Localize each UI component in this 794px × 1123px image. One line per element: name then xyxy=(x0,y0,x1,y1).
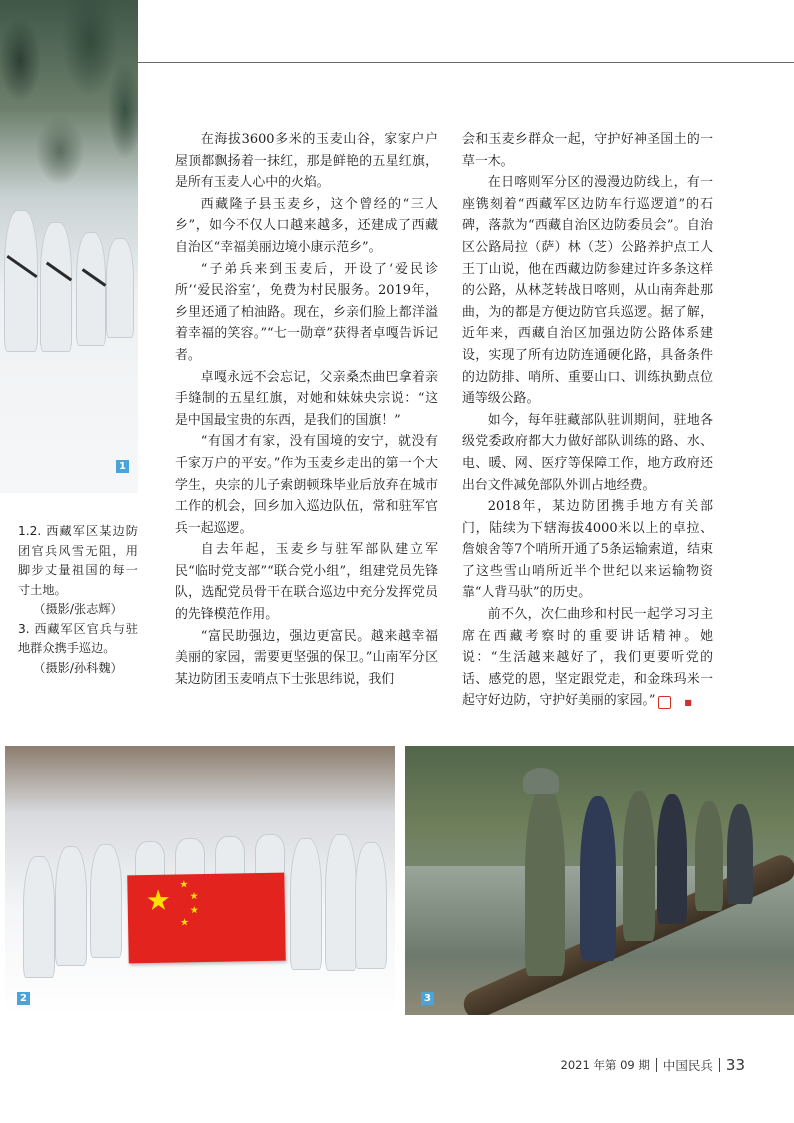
article-column-1 xyxy=(175,129,438,690)
page-number: 33 xyxy=(725,1056,745,1074)
photo-log-bridge-crossing xyxy=(405,746,794,1015)
article-column-2 xyxy=(462,129,713,712)
paragraph: 卓嘎永远不会忘记，父亲桑杰曲巴拿着亲手缝制的五星红旗，对她和妹妹央宗说：“这是中国最宝贵的东西，是我们的国旗！” xyxy=(175,369,438,428)
footer-divider xyxy=(719,1058,720,1072)
paragraph-continued: 会和玉麦乡群众一起，守护好神圣国土的一草一木。 xyxy=(462,132,713,169)
soldier-figure xyxy=(4,210,38,352)
soldier-figure xyxy=(695,801,723,911)
photo-number-badge: 2 xyxy=(17,992,30,1005)
paragraph: 2018年，某边防团携手地方有关部门，陆续为下辖海拔4000米以上的卓拉、詹娘舍等7个哨所开通了5条运输索道，结束了这些雪山哨所近半个世纪以来运输物资靠“人背马驮”的历史。 xyxy=(462,499,713,601)
issue-label: 2021 年第 09 期 xyxy=(560,1058,650,1072)
soldier-figure xyxy=(623,791,655,941)
header-rule xyxy=(138,62,794,63)
soldier-figure xyxy=(355,842,387,969)
photo-number-badge: 1 xyxy=(116,460,129,473)
villager-figure xyxy=(727,804,753,904)
flag-small-star-icon: ★ xyxy=(189,891,199,903)
magazine-name: 中国民兵 xyxy=(662,1058,713,1073)
villager-figure xyxy=(657,794,687,924)
caption-credit: （摄影/张志辉） xyxy=(33,602,123,616)
soldier-figure xyxy=(23,856,55,978)
helmet xyxy=(523,768,559,794)
paragraph: “富民助强边，强边更富民。越来越幸福美丽的家园，需要更坚强的保卫。”山南军分区某边防团玉麦哨点下士张思纬说，我们 xyxy=(175,628,438,687)
footer-divider xyxy=(656,1058,657,1072)
caption-credit: （摄影/孙科魏） xyxy=(33,660,123,675)
paragraph-text: 前不久，次仁曲珍和村民一起学习习主席在西藏考察时的重要讲话精神。她说：“生活越来越好了，我们更要听党的话、感党的恩，坚定跟党走，和金珠玛米一起守好边防，守护好美丽的家园。” xyxy=(462,607,713,709)
forest-background xyxy=(0,0,138,200)
photo-caption xyxy=(18,522,138,678)
soldier-figure xyxy=(90,844,122,958)
caption-line: 1.2. 西藏军区某边防团官兵风雪无阻，用脚步丈量祖国的每一寸土地。 xyxy=(18,524,138,597)
soldier-figure xyxy=(325,834,357,971)
soldier-figure xyxy=(290,838,322,970)
paragraph: 自去年起，玉麦乡与驻军部队建立军民“临时党支部”“联合党小组”，组建党员先锋队，选配党员骨干在联合巡边中充分发挥党员的先锋模范作用。 xyxy=(175,542,438,623)
end-mark-icon: ■ xyxy=(658,696,671,709)
flag-small-star-icon: ★ xyxy=(179,917,190,929)
soldier-figure xyxy=(76,232,106,346)
flag-big-star-icon: ★ xyxy=(145,883,172,918)
paragraph: 在日喀则军分区的漫漫边防线上，有一座镌刻着“西藏军区边防车行巡逻道”的石碑，落款为“西藏自治区边防委员会”。自治区公路局拉（萨）林（芝）公路养护点工人王丁山说，他在西藏边防参建过许多条这样的公路，从林芝转战日喀则，从山南奔赴那曲，为的都是方便边防官兵巡逻。据了解，近年来，西藏自治区加强边防公路体系建设，实现了所有边防连通硬化路，具备条件的边防排、哨所、重要山口、训练执勤点位通等级公路。 xyxy=(462,175,713,407)
caption-line: 3. 西藏军区官兵与驻地群众携手巡边。 xyxy=(18,621,138,655)
paragraph-last xyxy=(462,604,713,712)
photo-soldiers-with-flag xyxy=(5,746,395,1015)
soldier-figure xyxy=(525,786,565,976)
national-flag xyxy=(127,873,286,964)
soldier-figure xyxy=(255,834,285,876)
paragraph: 如今，每年驻藏部队驻训期间，驻地各级党委政府都大力做好部队训练的路、水、电、暖、网、医疗等保障工作，地方政府还出台文件减免部队外训占地经费。 xyxy=(462,412,713,493)
flag-small-star-icon: ★ xyxy=(179,879,189,891)
page-footer xyxy=(561,1056,745,1074)
paragraph: “子弟兵来到玉麦后，开设了‘爱民诊所’‘爱民浴室’，免费为村民服务。2019年，乡里还通了柏油路。现在，乡亲们脸上都洋溢着幸福的笑容。”“七一勋章”获得者卓嘎告诉记者。 xyxy=(175,261,438,363)
photo-number-badge: 3 xyxy=(421,992,434,1005)
flag-small-star-icon: ★ xyxy=(189,905,199,917)
soldier-figure xyxy=(40,222,72,352)
soldier-figure xyxy=(106,238,134,338)
villager-figure xyxy=(580,796,616,961)
photo-patrol-snow-forest xyxy=(0,0,138,493)
soldier-figure xyxy=(55,846,87,966)
paragraph: 西藏隆子县玉麦乡，这个曾经的“三人乡”，如今不仅人口越来越多，还建成了西藏自治区“幸福美丽边境小康示范乡”。 xyxy=(175,196,438,255)
soldier-figure xyxy=(215,836,245,878)
paragraph: 在海拔3600多米的玉麦山谷，家家户户屋顶都飘扬着一抹红，那是鲜艳的五星红旗，是所有玉麦人心中的火焰。 xyxy=(175,132,438,191)
paragraph: “有国才有家，没有国境的安宁，就没有千家万户的平安。”作为玉麦乡走出的第一个大学生，央宗的儿子索朗顿珠毕业后放弃在城市工作的机会，回乡加入巡边队伍，常和驻军官兵一起巡逻。 xyxy=(175,434,438,536)
